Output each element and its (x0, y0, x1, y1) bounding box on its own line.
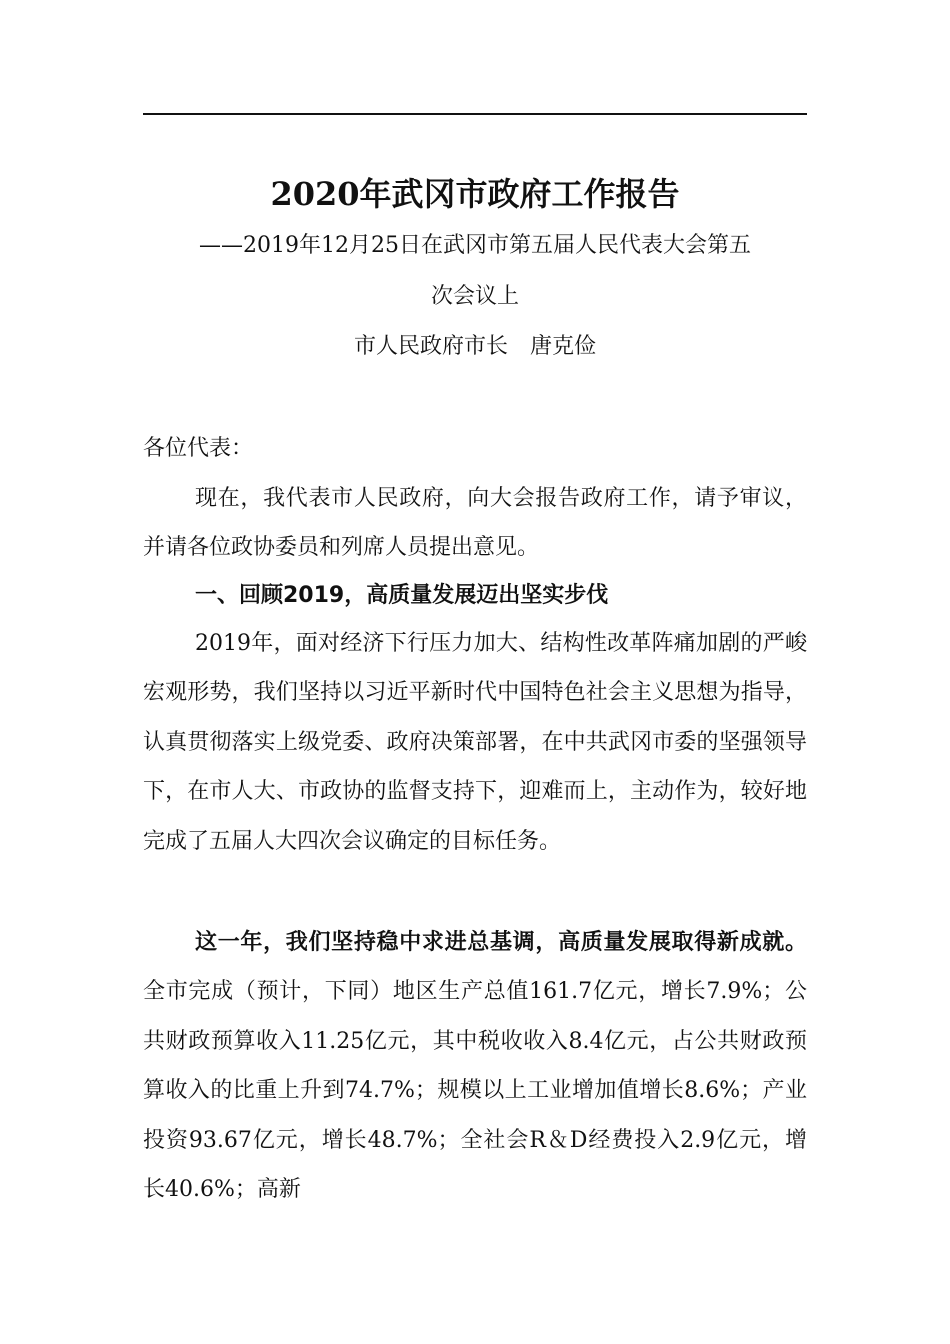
document-author: 市人民政府市长 唐克俭 (353, 334, 596, 359)
achievement-body: 全市完成（预计，下同）地区生产总值161.7亿元，增长7.9%；公共财政预算收入11.25亿元，其中税收收入8.4亿元，占公共财政预算收入的比重上升到74.7%；规模以上工业增加值增长8.6%；产业投资93.67亿元，增长48.7%；全社会R＆D经费投入2.9亿元，增长40.6%；高新 (143, 979, 807, 1203)
achievement-paragraph (143, 918, 807, 1214)
document-subtitle-line-1: ——2019年12月25日在武冈市第五届人民代表大会第五 (199, 233, 751, 258)
achievement-lead: 这一年，我们坚持稳中求进总基调，高质量发展取得新成就。 (195, 929, 807, 955)
document-title: 2020年武冈市政府工作报告 (270, 175, 680, 213)
header-divider (143, 113, 807, 115)
salutation: 各位代表： (143, 436, 254, 461)
section-heading: 一、回顾2019，高质量发展迈出坚实步伐 (195, 583, 609, 608)
review-paragraph: 2019年，面对经济下行压力加大、结构性改革阵痛加剧的严峻宏观形势，我们坚持以习近平新时代中国特色社会主义思想为指导，认真贯彻落实上级党委、政府决策部署，在中共武冈市委的坚强领导下，在市人大、市政协的监督支持下，迎难而上，主动作为，较好地完成了五届人大四次会议确定的目标任务。 (143, 631, 807, 854)
document-subtitle-line-2: 次会议上 (430, 284, 519, 309)
intro-paragraph: 现在，我代表市人民政府，向大会报告政府工作，请予审议，并请各位政协委员和列席人员提出意见。 (143, 486, 807, 561)
